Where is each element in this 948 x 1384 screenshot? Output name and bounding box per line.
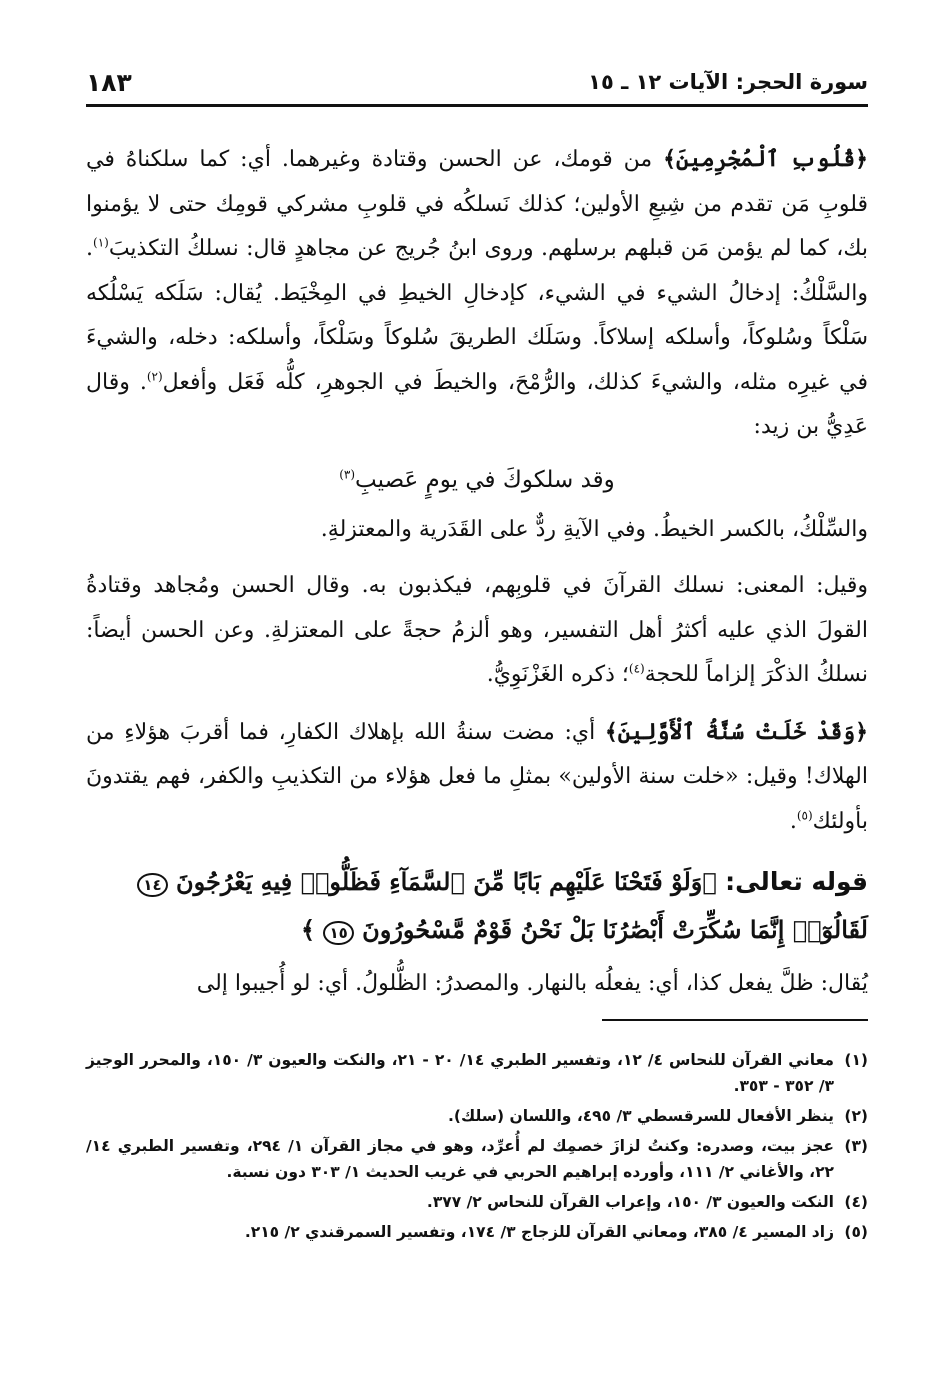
footnote-number: (٢): [844, 1106, 868, 1125]
footnote-text: ينظر الأفعال للسرقسطي ٣/ ٤٩٥، واللسان (سلك).: [448, 1106, 834, 1125]
paragraph-text: ؛ ذكره الغَزْنَوِيُّ.: [486, 662, 629, 687]
footnote: [86, 1133, 868, 1185]
footnote-text: معاني القرآن للنحاس ٤/ ١٢، وتفسير الطبري ١٤/ ٢٠ - ٢١، والنكت والعيون ٣/ ١٥٠، والمحرر الوجيز ٣/ ٣٥٢ - ٣٥٣.: [86, 1050, 834, 1095]
footnote: [86, 1219, 868, 1245]
footnote-ref-2[interactable]: (٢): [146, 369, 163, 384]
footnote-ref-4[interactable]: (٤): [628, 661, 645, 676]
ayah-text: لَقَالُوٓا۟ إِنَّمَا سُكِّرَتْ أَبْصَٰرُنَا بَلْ نَحْنُ قَوْمٌ مَّسْحُورُونَ: [353, 915, 868, 944]
book-page: [86, 70, 868, 1249]
footnote-text: النكت والعيون ٣/ ١٥٠، وإعراب القرآن للنحاس ٢/ ٣٧٧.: [426, 1192, 834, 1211]
footnote-number: (٣): [844, 1136, 868, 1155]
paragraph-3: [86, 564, 868, 698]
heading-label: قوله تعالى:: [725, 867, 868, 896]
paragraph-text: أي: مضت سنةُ الله بإهلاك الكفارِ، فما أقربَ هؤلاءِ من الهلاك! وقيل: «خلت سنة الأولين» بمثلِ ما فعل هؤلاء من التكذيبِ والكفر، فهم يقتدونَ بأولئك: [86, 719, 868, 834]
footnote-text: عجز بيت، وصدره: وكنتُ لزازَ خصمِك لم أُعرِّد، وهو في مجاز القرآن ١/ ٢٩٤، وتفسير الطبري ١٤/ ٢٢، والأغاني ٢/ ١١١، وأورده إبراهيم الحربي في غريب الحديث ١/ ٣٠٣ دون نسبة.: [86, 1136, 834, 1181]
poetry-verse: [86, 456, 868, 504]
footnote: [86, 1103, 868, 1129]
paragraph-text: .: [789, 808, 797, 834]
paragraph-2: والسِّلْكُ، بالكسر الخيطُ. وفي الآيةِ ردٌّ على القَدَرية والمعتزلةِ.: [320, 516, 868, 542]
main-text: [86, 137, 868, 1007]
page-number: ١٨٣: [86, 68, 132, 97]
verse-heading: [86, 858, 868, 954]
footnote-ref-1[interactable]: (١): [93, 235, 109, 250]
header-rule: [86, 104, 868, 107]
paragraph-4: [86, 710, 868, 845]
footnote-ref-5[interactable]: (٥): [796, 808, 813, 823]
paragraph-5: يُقال: ظلَّ يفعل كذا، أي: يفعلُه بالنهار. والمصدرُ: الظُّلولُ. أي: لو أُجيبوا إلى: [196, 971, 868, 996]
footnote-text: زاد المسير ٤/ ٣٨٥، ومعاني القرآن للزجاج ٣/ ١٧٤، وتفسير السمرقندي ٢/ ٢١٥.: [244, 1222, 834, 1241]
paragraph-text: من قومك، عن الحسن وقتادة وغيرهما. أي: كما سلكناهُ في قلوبِ مَن تقدم من شِيعِ الأولين؛ كذلك نَسلكُه في قلوبِ مشركي قومِك حتى لا يؤمنوا بك، كما لم يؤمن مَن قبلهم برسلهم. وروى ابنُ جُريج عن مجاهدٍ قال: نسلكُ التكذيبَ: [86, 147, 868, 261]
page-header: [86, 70, 868, 100]
ayah-number-marker: ١٤: [137, 873, 167, 897]
paragraph-text: . وقال عَدِيُّ بن زيد:: [86, 369, 868, 439]
footnote-number: (١): [844, 1050, 868, 1069]
footnote-ref-3[interactable]: (٣): [339, 466, 356, 481]
ayah-text: ﴿وَلَوْ فَتَحْنَا عَلَيْهِم بَابًا مِّنَ ٱلسَّمَآءِ فَظَلُّوا۟ فِيهِ يَعْرُجُونَ: [167, 867, 726, 896]
verse-text: وقد سلكوكَ في يومٍ عَصيبِ: [355, 466, 615, 493]
footnote-separator: [602, 1019, 868, 1021]
quran-quote: ﴿وَقَدْ خَلَتْ سُنَّةُ ٱلْأَوَّلِينَ﴾: [604, 718, 868, 745]
footnote-number: (٥): [844, 1222, 868, 1241]
closing-bracket: ﴾: [301, 915, 324, 944]
running-title: سورة الحجر: الآيات ١٢ ـ ١٥: [588, 70, 868, 94]
footnote: [86, 1047, 868, 1099]
paragraph-1: [86, 137, 868, 450]
paragraph-text: وقيل: المعنى: نسلك القرآنَ في قلوبِهم، فيكذبون به. وقال الحسن ومُجاهد وقتادةُ القولَ الذي عليه أكثرُ أهل التفسير، وهو ألزمُ حجةً على المعتزلةِ. وعن الحسن أيضاً: نسلكُ الذكْرَ إلزاماً للحجة: [86, 573, 868, 687]
footnote: [86, 1189, 868, 1215]
footnotes: [86, 1047, 868, 1245]
quran-quote: ﴿قُلُوبِ ٱلْمُجْرِمِينَ﴾: [663, 146, 868, 172]
paragraph-text: . والسَّلْكُ: إدخالُ الشيء في الشيء، كإدخالِ الخيطِ في المِخْيَط. يُقال: سَلَكه يَسْلُكه سَلْكاً وسُلوكاً، وأسلكه إسلاكاً. وسَلَك الطريقَ سُلوكاً وسَلْكاً، وأسلكه: دخله، والشيءَ في غيرِه مثله، والشيءَ كذلك، والرُّمْحَ، والخيطَ في الجوهرِ، كلُّه فَعَل وأفعل: [86, 236, 868, 395]
ayah-number-marker: ١٥: [323, 921, 353, 945]
footnote-number: (٤): [844, 1192, 868, 1211]
